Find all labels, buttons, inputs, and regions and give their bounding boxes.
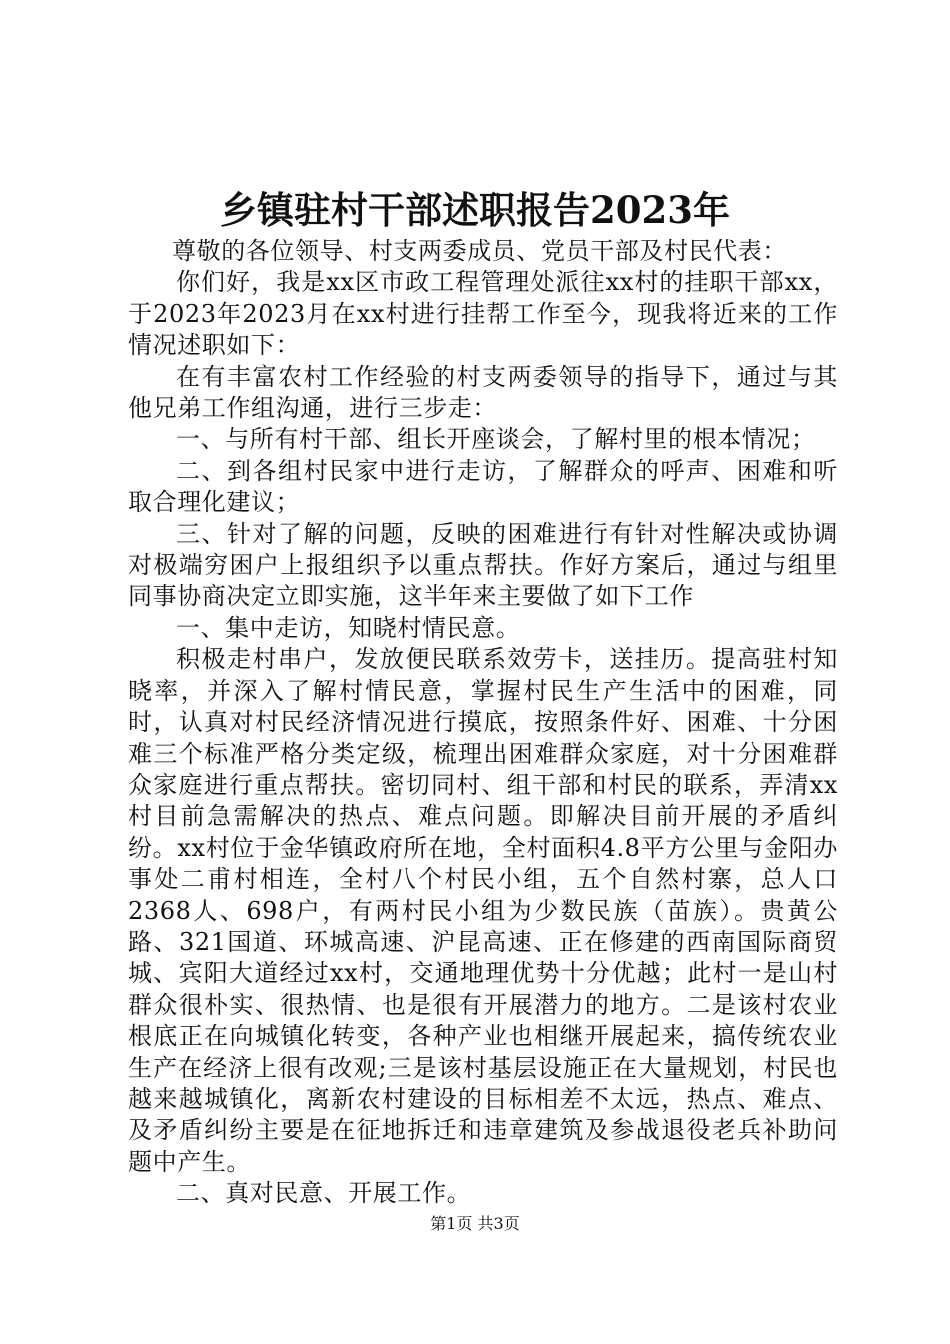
step-three-paragraph: 三、针对了解的问题，反映的困难进行有针对性解决或协调对极端穷困户上报组织予以重点帮扶。作好方案后，通过与组里同事协商决定立即实施，这半年来主要做了如下工作 bbox=[128, 519, 838, 611]
page-footer: 第1页 共3页 bbox=[430, 1214, 520, 1233]
document-title: 乡镇驻村干部述职报告2023年 bbox=[220, 188, 730, 232]
step-one-paragraph: 一、与所有村干部、组长开座谈会，了解村里的根本情况； bbox=[176, 425, 816, 454]
document-body bbox=[128, 236, 838, 1210]
section-one-heading: 一、集中走访，知晓村情民意。 bbox=[176, 613, 521, 642]
salutation-paragraph: 尊敬的各位领导、村支两委成员、党员干部及村民代表： bbox=[172, 237, 787, 265]
step-two-paragraph: 二、到各组村民家中进行走访，了解群众的呼声、困难和听取合理化建议； bbox=[128, 456, 838, 517]
section-two-heading: 二、真对民意、开展工作。 bbox=[176, 1179, 472, 1208]
intro-paragraph: 你们好，我是xx区市政工程管理处派往xx村的挂职干部xx，于2023年2023月在xx村进行挂帮工作至今，现我将近来的工作情况述职如下： bbox=[128, 268, 838, 360]
section-one-body: 积极走村串户，发放便民联系效劳卡，送挂历。提高驻村知晓率，并深入了解村情民意，掌握村民生产生活中的困难，同时，认真对村民经济情况进行摸底，按照条件好、困难、十分困难三个标准严格分类定级，梳理出困难群众家庭，对十分困难群众家庭进行重点帮扶。密切同村、组干部和村民的联系，弄清xx村目前急需解决的热点、难点问题。即解决目前开展的矛盾纠纷。xx村位于金华镇政府所在地，全村面积4.8平方公里与金阳办事处二甫村相连，全村八个村民小组，五个自然村寨，总人口2368人、698户，有两村民小组为少数民族（苗族）。贵黄公路、321国道、环城高速、沪昆高速、正在修建的西南国际商贸城、宾阳大道经过xx村，交通地理优势十分优越；此村一是山村群众很朴实、很热情、也是很有开展潜力的地方。二是该村农业根底正在向城镇化转变，各种产业也相继开展起来，搞传统农业生产在经济上很有改观;三是该村基层设施正在大量规划，村民也越来越城镇化，离新农村建设的目标相差不太远，热点、难点、及矛盾纠纷主要是在征地拆迁和违章建筑及参战退役老兵补助问题中产生。 bbox=[128, 645, 838, 1176]
approach-paragraph: 在有丰富农村工作经验的村支两委领导的指导下，通过与其他兄弟工作组沟通，进行三步走： bbox=[128, 362, 838, 423]
